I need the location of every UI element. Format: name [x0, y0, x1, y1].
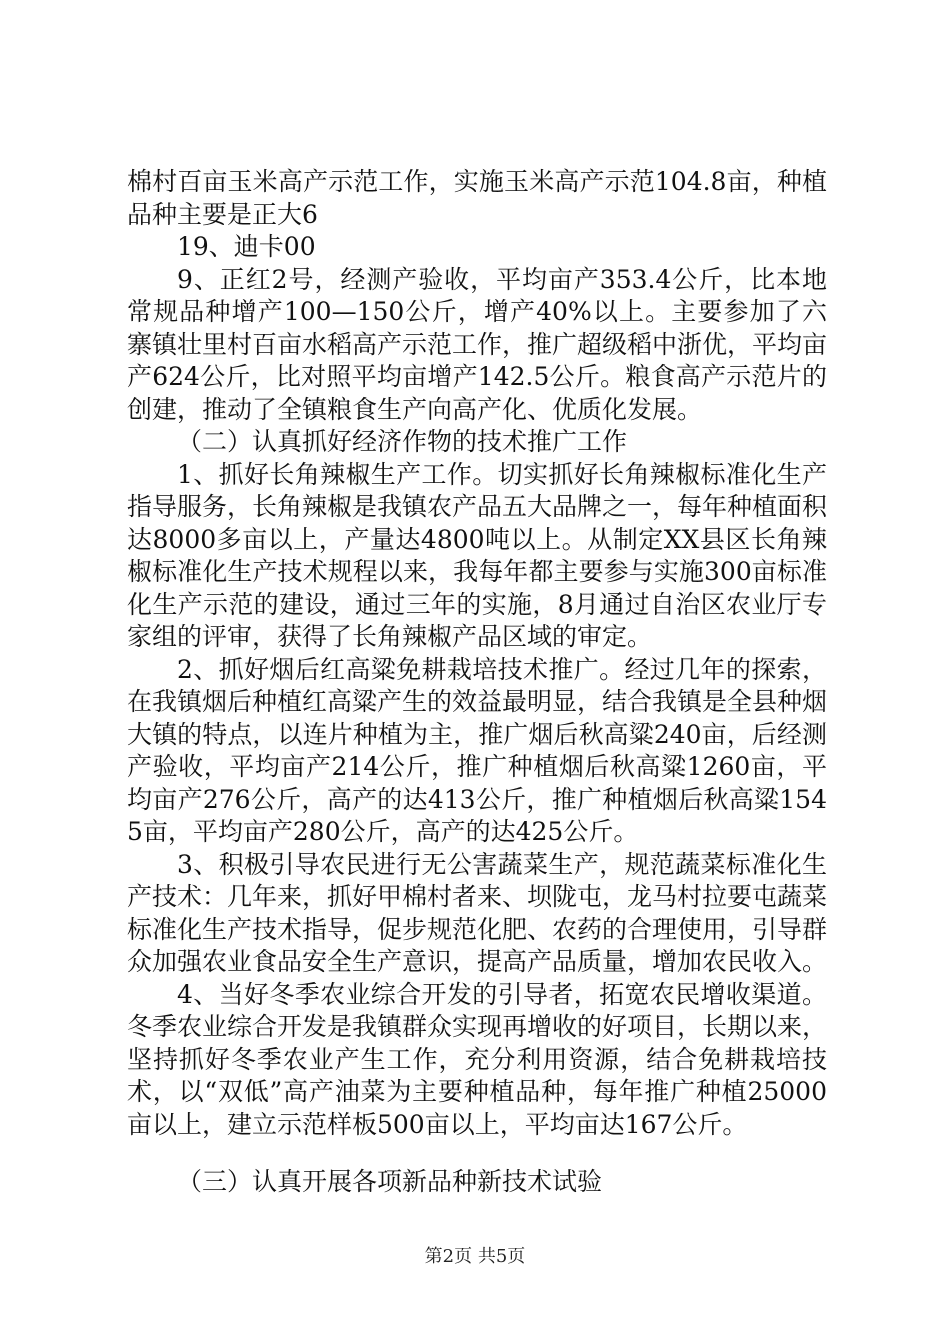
- paragraph-continuation: 棉村百亩玉米高产示范工作，实施玉米高产示范104.8亩，种植品种主要是正大6: [127, 167, 827, 229]
- paragraph-rice-demonstration: 9、正红2号，经测产验收，平均亩产353.4公斤，比本地常规品种增产100—150公斤，增产40%以上。主要参加了六寨镇壮里村百亩水稻高产示范工作，推广超级稻中浙优，平均亩产624公斤，比对照平均亩增产142.5公斤。粮食高产示范片的创建，推动了全镇粮食生产向高产化、优质化发展。: [127, 264, 828, 424]
- document-body: [127, 166, 827, 1199]
- paragraph-chili-production: 1、抓好长角辣椒生产工作。切实抓好长角辣椒标准化生产指导服务，长角辣椒是我镇农产品五大品牌之一，每年种植面积达8000多亩以上，产量达4800吨以上。从制定XX县区长角辣椒标准化生产技术规程以来，我每年都主要参与实施300亩标准化生产示范的建设，通过三年的实施，8月通过自治区农业厅专家组的评审，获得了长角辣椒产品区域的审定。: [127, 459, 828, 651]
- section-heading-new-varieties: （三）认真开展各项新品种新技术试验: [177, 1167, 603, 1196]
- paragraph-winter-agriculture: 4、当好冬季农业综合开发的引导者，拓宽农民增收渠道。冬季农业综合开发是我镇群众实现再增收的好项目，长期以来，坚持抓好冬季农业产生工作，充分利用资源，结合免耕栽培技术，以“双低”高产油菜为主要种植品种，每年推广种植25000亩以上，建立示范样板500亩以上，平均亩达167公斤。: [127, 979, 828, 1139]
- paragraph-sorghum-promotion: 2、抓好烟后红高粱免耕栽培技术推广。经过几年的探索，在我镇烟后种植红高粱产生的效益最明显，结合我镇是全县种烟大镇的特点，以连片种植为主，推广烟后秋高粱240亩，后经测产验收，平均亩产214公斤，推广种植烟后秋高粱1260亩，平均亩产276公斤，高产的达413公斤，推广种植烟后秋高粱1545亩，平均亩产280公斤，高产的达425公斤。: [127, 654, 828, 846]
- paragraph-spacer: [127, 1141, 827, 1166]
- page-number-footer: 第2页 共5页: [424, 1246, 526, 1267]
- paragraph-vegetable-production: 3、积极引导农民进行无公害蔬菜生产，规范蔬菜标准化生产技术：几年来，抓好甲棉村者来、坝陇屯，龙马村拉要屯蔬菜标准化生产技术指导，促步规范化肥、农药的合理使用，引导群众加强农业食品安全生产意识，提高产品质量，增加农民收入。: [127, 849, 828, 976]
- section-heading-economic-crops: （二）认真抓好经济作物的技术推广工作: [177, 427, 628, 456]
- paragraph-variety-fragment: 19、迪卡00: [177, 232, 316, 261]
